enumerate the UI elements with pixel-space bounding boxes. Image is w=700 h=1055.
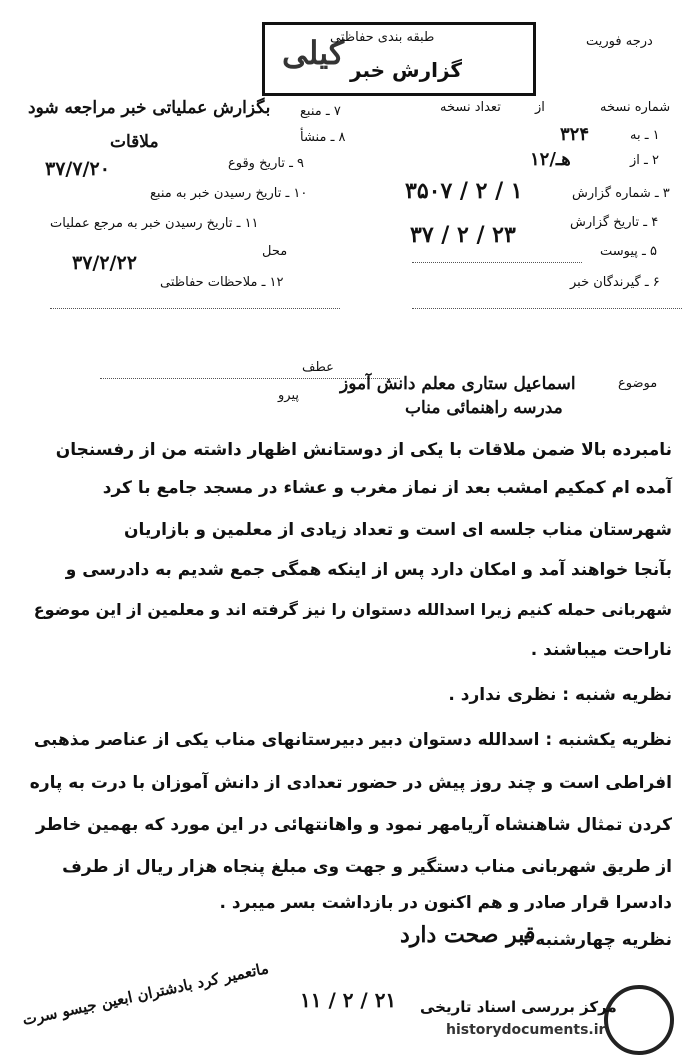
watermark-org-name: مرکز بررسی اسناد تاریخی bbox=[420, 998, 617, 1016]
field-5-label: ۵ ـ پیوست bbox=[600, 244, 657, 259]
opinion-wednesday-label: نظریه چهارشنبه : bbox=[522, 930, 672, 950]
field-6-line bbox=[412, 308, 682, 309]
field-6-label: ۶ ـ گیرندگان خبر bbox=[570, 275, 660, 290]
field-2-label: ۲ ـ از bbox=[630, 153, 659, 168]
subject-label: موضوع bbox=[618, 376, 658, 391]
opinion-sunday-line: از طریق شهربانی مناب دستگیر و جهت وی مبلغ پنجاه هزار ریال از طرف bbox=[62, 857, 672, 877]
field-4-value: ۳۷ / ۲ / ۲۳ bbox=[410, 222, 516, 248]
opinion-sunday-line: کردن تمثال شاهنشاه آریامهر نمود و واهانتهائی در این مورد که بهمین خاطر bbox=[36, 815, 672, 835]
peyro-label: پیرو bbox=[278, 388, 299, 403]
field-4-label: ۴ ـ تاریخ گزارش bbox=[570, 215, 659, 230]
opinion-sunday-line: افراطی است و چند روز پیش در حضور تعدادی از دانش آموزان با درت به پاره bbox=[29, 773, 672, 793]
watermark-logo-icon bbox=[604, 985, 674, 1055]
opinion-sunday-line: نظریه یکشنبه : اسدالله دستوان دبیر دبیرستانهای مناب یکی از عناصر مذهبی bbox=[33, 730, 672, 750]
atf-label: عطف bbox=[302, 360, 334, 375]
opinion-saturday: نظریه شنبه : نظری ندارد . bbox=[448, 685, 672, 705]
field-2-value: ۱۲/هـ bbox=[530, 149, 571, 170]
body-line: نامبرده بالا ضمن ملاقات با یکی از دوستانش اظهار داشته من از رفسنجان bbox=[55, 440, 672, 460]
field-9-label: ۹ ـ تاریخ وقوع bbox=[228, 156, 305, 171]
watermark-site: historydocuments.ir bbox=[446, 1022, 606, 1038]
field-1-value: ۳۲۴ bbox=[560, 124, 590, 145]
field-7-label: ۷ ـ منبع bbox=[300, 104, 341, 119]
field-12-label: ۱۲ ـ ملاحظات حفاظتی bbox=[160, 275, 284, 290]
field-10-label: ۱۰ ـ تاریخ رسیدن خبر به منبع bbox=[150, 186, 308, 201]
body-line: شهرستان مناب جلسه ای است و تعداد زیادی از معلمین و بازاریان bbox=[124, 520, 672, 540]
field-8-value: ملاقات bbox=[110, 132, 159, 152]
field-12-line bbox=[50, 308, 340, 309]
field-5-line bbox=[412, 262, 582, 263]
place-label: محل bbox=[262, 244, 288, 259]
body-line: آمده ام کمکیم امشب بعد از نماز مغرب و عشاء در مسجد جامع با کرد bbox=[102, 478, 672, 498]
body-line: بآنجا خواهند آمد و امکان دارد پس از اینکه همگی جمع شدیم به دادرسی و bbox=[65, 560, 672, 580]
copies-label: تعداد نسخه bbox=[440, 100, 501, 115]
field-11-label: ۱۱ ـ تاریخ رسیدن خبر به مرجع عملیات bbox=[50, 216, 259, 231]
field-9-value: ۳۷/۷/۲۰ bbox=[45, 158, 110, 180]
form-title: گزارش خبر bbox=[350, 58, 463, 82]
field-3-value: ۳۵۰۷ / ۲ / ۱ bbox=[405, 178, 523, 204]
priority-label: درجه فوریت bbox=[586, 34, 653, 49]
field-11-value: ۳۷/۲/۲۲ bbox=[72, 252, 137, 274]
handwritten-confirmation: قبر صحت دارد bbox=[400, 922, 536, 948]
subject-line-1: اسماعیل ستاری معلم دانش آموز bbox=[340, 374, 576, 394]
field-7-value: بگزارش عملیاتی خبر مراجعه شود bbox=[28, 98, 271, 118]
subject-line-2: مدرسه راهنمائی مناب bbox=[405, 398, 563, 418]
opinion-sunday-line: دادسرا قرار صادر و هم اکنون در بازداشت بسر میبرد . bbox=[219, 893, 672, 913]
handwritten-mark: کیلی bbox=[282, 34, 345, 72]
stamp-numbers: ۱۱ / ۲ / ۲۱ bbox=[300, 988, 397, 1012]
body-line: شهربانی حمله کنیم زیرا اسدالله دستوان را نیز گرفته اند و معلمین از این موضوع bbox=[33, 600, 672, 619]
from-label: از bbox=[535, 100, 545, 115]
copy-num-label: شماره نسخه bbox=[600, 100, 671, 115]
field-3-label: ۳ ـ شماره گزارش bbox=[572, 186, 670, 201]
field-8-label: ۸ ـ منشأ bbox=[300, 130, 346, 145]
bottom-handwritten-note: ماتعمیر کرد بادشتران ابعین جیسو سرت bbox=[20, 959, 271, 1029]
field-1-label: ۱ ـ به bbox=[630, 128, 660, 143]
classification-label: طبقه بندی حفاظتی bbox=[330, 30, 435, 45]
body-line: ناراحت میباشند . bbox=[530, 640, 672, 660]
